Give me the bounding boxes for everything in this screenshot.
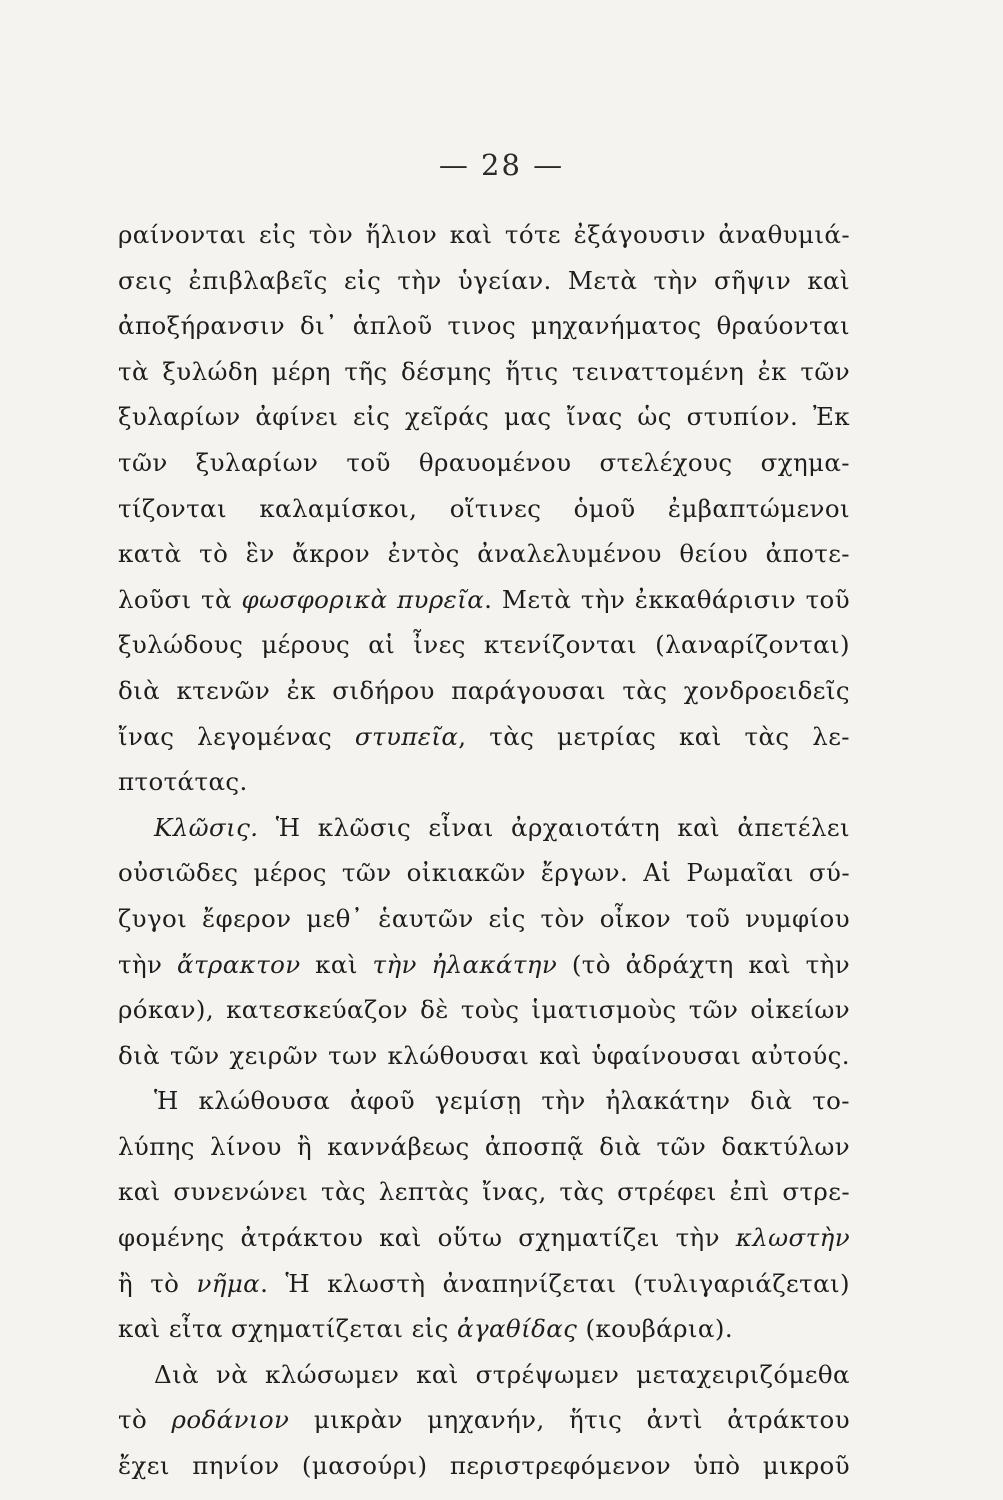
- text-line: ἔχει πηνίον (μασούρι) περιστρεφόμενον ὑπὸ μικροῦ: [118, 1451, 850, 1481]
- text-line: τίζονται καλαμίσκοι, οἵτινες ὁμοῦ ἐμβαπτώμενοι: [118, 493, 850, 523]
- text-line: οὐσιῶδες μέρος τῶν οἰκιακῶν ἔργων. Αἱ Ρωμαῖαι σύ-: [118, 858, 850, 888]
- italic-term: φωσφορικὰ πυρεῖα: [241, 584, 485, 614]
- text-line: ἀποξήρανσιν δι᾽ ἁπλοῦ τινος μηχανήματος θραύονται: [118, 311, 850, 341]
- text-line: τῶν ξυλαρίων τοῦ θραυομένου στελέχους σχημα-: [118, 447, 850, 477]
- section-heading: Κλῶσις.: [154, 812, 259, 842]
- text-line: [118, 714, 850, 760]
- text-line: διὰ τῶν χειρῶν των κλώθουσαι καὶ ὑφαίνουσαι αὐτούς.: [118, 1040, 850, 1070]
- text-line: ξυλαρίων ἀφίνει εἰς χεῖράς μας ἴνας ὡς στυπίον. Ἐκ: [118, 402, 850, 432]
- italic-term: κλωστὴν: [735, 1223, 850, 1253]
- text-line: σεις ἐπιβλαβεῖς εἰς τὴν ὑγείαν. Μετὰ τὴν σῆψιν καὶ: [118, 265, 850, 295]
- body-text: [118, 212, 850, 1489]
- text-line: [118, 942, 850, 988]
- text-line: κατὰ τὸ ἓν ἄκρον ἐντὸς ἀναλελυμένου θείου ἀποτε-: [118, 539, 850, 569]
- text-line: [118, 1397, 850, 1443]
- text-line: τὰ ξυλώδη μέρη τῆς δέσμης ἥτις τειναττομένη ἐκ τῶν: [118, 356, 850, 386]
- text-run: τὸ: [118, 1405, 172, 1435]
- text-run: (τὸ ἀδράχτη καὶ τὴν: [557, 949, 851, 979]
- text-line: διὰ κτενῶν ἐκ σιδήρου παράγουσαι τὰς χονδροειδεῖς: [118, 675, 850, 705]
- text-run: (κουβάρια).: [577, 1314, 734, 1344]
- text-line: [118, 577, 850, 623]
- text-line: λύπης λίνου ἢ καννάβεως ἀποσπᾷ διὰ τῶν δακτύλων: [118, 1131, 850, 1161]
- text-run: μικρὰν μηχανήν, ἥτις ἀντὶ ἀτράκτου: [289, 1405, 850, 1435]
- text-line: [118, 1306, 850, 1352]
- text-run: . Ἡ κλωστὴ ἀναπηνίζεται (τυλιγαριάζεται): [260, 1268, 850, 1298]
- italic-term: στυπεῖα: [354, 721, 459, 751]
- text-run: ἢ τὸ: [118, 1268, 197, 1298]
- text-run: , τὰς μετρίας καὶ τὰς λε-: [458, 721, 850, 751]
- italic-term: ἀγαθίδας: [457, 1314, 578, 1344]
- text-line: ραίνονται εἰς τὸν ἥλιον καὶ τότε ἐξάγουσιν ἀναθυμιά-: [118, 220, 850, 249]
- text-run: τὴν: [118, 949, 177, 979]
- italic-term: νῆμα: [196, 1268, 261, 1298]
- text-line: [118, 1261, 850, 1307]
- text-run: Ἡ κλῶσις εἶναι ἀρχαιοτάτη καὶ ἀπετέλει: [258, 812, 850, 842]
- text-line: ζυγοι ἔφερον μεθ᾽ ἑαυτῶν εἰς τὸν οἶκον τοῦ νυμφίου: [118, 903, 850, 933]
- text-run: καὶ: [300, 949, 373, 979]
- text-line: ξυλώδους μέρους αἱ ἶνες κτενίζονται (λαναρίζονται): [118, 630, 850, 660]
- text-line: ρόκαν), κατεσκεύαζον δὲ τοὺς ἱματισμοὺς τῶν οἰκείων: [118, 995, 850, 1025]
- text-run: . Μετὰ τὴν ἐκκαθάρισιν τοῦ: [484, 584, 850, 614]
- italic-term: ροδάνιον: [171, 1405, 290, 1435]
- text-run: καὶ εἶτα σχηματίζεται εἰς: [118, 1314, 457, 1344]
- page-number: — 28 —: [438, 148, 565, 182]
- italic-term: ἄτρακτον: [177, 949, 301, 979]
- text-line: [118, 1215, 850, 1261]
- text-line: Ἡ κλώθουσα ἀφοῦ γεμίσῃ τὴν ἠλακάτην διὰ το-: [154, 1086, 850, 1116]
- section-heading-line: [118, 805, 850, 851]
- text-run: ἴνας λεγομένας: [118, 721, 355, 751]
- italic-term: τὴν ἠλακάτην: [372, 949, 558, 979]
- text-line: πτοτάτας.: [118, 767, 248, 797]
- text-line: καὶ συνενώνει τὰς λεπτὰς ἴνας, τὰς στρέφει ἐπὶ στρε-: [118, 1177, 850, 1207]
- text-line: Διὰ νὰ κλώσωμεν καὶ στρέψωμεν μεταχειριζόμεθα: [154, 1359, 850, 1389]
- text-run: λοῦσι τὰ: [118, 584, 242, 614]
- text-run: φομένης ἀτράκτου καὶ οὕτω σχηματίζει τὴν: [118, 1223, 736, 1253]
